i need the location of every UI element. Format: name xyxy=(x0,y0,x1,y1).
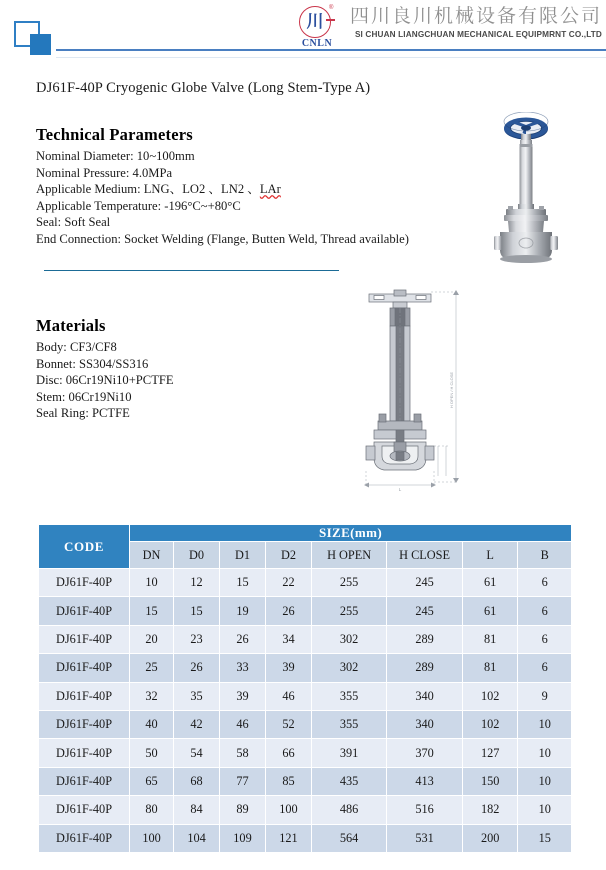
param-nominal-diameter: Nominal Diameter: 10~100mm xyxy=(36,149,195,163)
cell-h-close: 340 xyxy=(387,711,462,738)
cell-dn: 32 xyxy=(130,683,173,710)
company-name-block xyxy=(282,4,602,41)
cell-l: 200 xyxy=(463,825,518,852)
cell-d1: 15 xyxy=(220,569,265,596)
technical-parameters-section xyxy=(36,125,486,248)
cell-d2: 26 xyxy=(266,597,311,624)
cell-h-open: 255 xyxy=(312,597,386,624)
cell-d0: 23 xyxy=(174,626,219,653)
table-header-d2: D2 xyxy=(266,542,311,568)
cell-b: 10 xyxy=(518,711,571,738)
cell-dn: 100 xyxy=(130,825,173,852)
cell-h-close: 245 xyxy=(387,569,462,596)
param-applicable-temperature: Applicable Temperature: -196°C~+80°C xyxy=(36,198,241,213)
cell-d0: 54 xyxy=(174,739,219,766)
table-header-row-main xyxy=(39,525,571,541)
cell-h-open: 302 xyxy=(312,654,386,681)
cell-d1: 46 xyxy=(220,711,265,738)
header-divider-line xyxy=(56,49,606,51)
cell-l: 102 xyxy=(463,711,518,738)
cell-d0: 68 xyxy=(174,768,219,795)
param-medium-lar: LAr xyxy=(259,182,281,197)
cell-h-open: 486 xyxy=(312,796,386,823)
table-header-l: L xyxy=(463,542,518,568)
cell-h-open: 255 xyxy=(312,569,386,596)
page-title: DJ61F-40P Cryogenic Globe Valve (Long Stem-Type A) xyxy=(36,80,371,96)
cell-b: 6 xyxy=(518,597,571,624)
cell-b: 15 xyxy=(518,825,571,852)
cad-handle xyxy=(369,290,431,308)
cell-d0: 15 xyxy=(174,597,219,624)
table-header xyxy=(39,525,571,568)
cell-dn: 80 xyxy=(130,796,173,823)
technical-parameters-heading: Technical Parameters xyxy=(36,125,193,144)
cell-d0: 35 xyxy=(174,683,219,710)
param-nominal-pressure: Nominal Pressure: 4.0MPa xyxy=(36,165,173,180)
cell-h-close: 531 xyxy=(387,825,462,852)
table-row xyxy=(39,569,571,596)
table-header-d0: D0 xyxy=(174,542,219,568)
cell-d1: 39 xyxy=(220,683,265,710)
table-header-b: B xyxy=(518,542,571,568)
cell-d0: 84 xyxy=(174,796,219,823)
cell-d2: 52 xyxy=(266,711,311,738)
cell-dn: 65 xyxy=(130,768,173,795)
table-row xyxy=(39,597,571,624)
material-seal-ring: Seal Ring: PCTFE xyxy=(36,406,130,421)
table-row xyxy=(39,768,571,795)
cell-d1: 77 xyxy=(220,768,265,795)
table-header-h-open: H OPEN xyxy=(312,542,386,568)
cell-code: DJ61F-40P xyxy=(39,654,129,681)
cell-l: 150 xyxy=(463,768,518,795)
table-header-d1: D1 xyxy=(220,542,265,568)
table-header-h-close: H CLOSE xyxy=(387,542,462,568)
material-body: Body: CF3/CF8 xyxy=(36,340,117,354)
table-row xyxy=(39,739,571,766)
cell-dn: 15 xyxy=(130,597,173,624)
cell-d1: 58 xyxy=(220,739,265,766)
cell-d2: 85 xyxy=(266,768,311,795)
valve-long-stem xyxy=(520,144,533,206)
material-disc: Disc: 06Cr19Ni10+PCTFE xyxy=(36,373,174,388)
cell-d1: 109 xyxy=(220,825,265,852)
emblem-glyph: 川 xyxy=(306,12,324,32)
param-seal: Seal: Soft Seal xyxy=(36,215,111,230)
cell-h-close: 245 xyxy=(387,597,462,624)
cell-h-open: 391 xyxy=(312,739,386,766)
cell-l: 61 xyxy=(463,597,518,624)
cell-b: 6 xyxy=(518,654,571,681)
cell-code: DJ61F-40P xyxy=(39,597,129,624)
cell-code: DJ61F-40P xyxy=(39,796,129,823)
cell-d2: 22 xyxy=(266,569,311,596)
table-body xyxy=(39,569,571,852)
valve-product-photo xyxy=(486,112,566,264)
cell-h-close: 413 xyxy=(387,768,462,795)
cell-code: DJ61F-40P xyxy=(39,739,129,766)
registered-trademark-icon: ® xyxy=(329,5,334,11)
cell-b: 10 xyxy=(518,796,571,823)
cell-d2: 66 xyxy=(266,739,311,766)
table-row xyxy=(39,626,571,653)
cell-code: DJ61F-40P xyxy=(39,768,129,795)
specification-table xyxy=(38,524,572,853)
cell-d0: 12 xyxy=(174,569,219,596)
material-stem: Stem: 06Cr19Ni10 xyxy=(36,389,132,404)
cell-d2: 121 xyxy=(266,825,311,852)
table-header-size: SIZE(mm) xyxy=(130,525,571,541)
cell-d2: 34 xyxy=(266,626,311,653)
table-row xyxy=(39,711,571,738)
cell-d2: 46 xyxy=(266,683,311,710)
cell-h-open: 435 xyxy=(312,768,386,795)
cell-d2: 100 xyxy=(266,796,311,823)
cell-b: 10 xyxy=(518,768,571,795)
cell-dn: 50 xyxy=(130,739,173,766)
materials-section xyxy=(36,316,336,422)
cad-horizontal-dimension-label: L xyxy=(398,487,402,492)
cell-h-close: 289 xyxy=(387,654,462,681)
table-row xyxy=(39,683,571,710)
table-header-code: CODE xyxy=(39,525,129,568)
cell-h-open: 355 xyxy=(312,711,386,738)
cell-code: DJ61F-40P xyxy=(39,711,129,738)
cell-code: DJ61F-40P xyxy=(39,569,129,596)
cell-d1: 33 xyxy=(220,654,265,681)
cell-d0: 104 xyxy=(174,825,219,852)
square-filled-icon xyxy=(30,34,51,55)
cell-l: 61 xyxy=(463,569,518,596)
cad-valve-body xyxy=(366,442,434,470)
cell-b: 6 xyxy=(518,569,571,596)
cell-l: 81 xyxy=(463,626,518,653)
param-applicable-medium-text: Applicable Medium: LNG、LO2 、LN2 、 xyxy=(36,182,260,197)
company-name-english: SI CHUAN LIANGCHUAN MECHANICAL EQUIPMRNT CO.,LTD xyxy=(354,30,602,39)
cad-long-stem xyxy=(390,308,410,436)
cell-dn: 25 xyxy=(130,654,173,681)
materials-heading: Materials xyxy=(36,316,106,335)
cell-code: DJ61F-40P xyxy=(39,626,129,653)
param-end-connection: End Connection: Socket Welding (Flange, Butten Weld, Thread available) xyxy=(36,231,409,246)
emblem-brand-text: CNLN xyxy=(301,38,333,49)
cell-d1: 89 xyxy=(220,796,265,823)
cell-l: 127 xyxy=(463,739,518,766)
material-bonnet: Bonnet: SS304/SS316 xyxy=(36,356,149,371)
cell-l: 102 xyxy=(463,683,518,710)
cell-h-open: 355 xyxy=(312,683,386,710)
valve-cad-drawing xyxy=(352,286,468,492)
cell-dn: 10 xyxy=(130,569,173,596)
table-header-dn: DN xyxy=(130,542,173,568)
page-header xyxy=(0,0,606,62)
param-applicable-medium xyxy=(36,181,486,198)
cell-h-close: 370 xyxy=(387,739,462,766)
cell-dn: 40 xyxy=(130,711,173,738)
cell-code: DJ61F-40P xyxy=(39,683,129,710)
cell-d0: 26 xyxy=(174,654,219,681)
cell-h-open: 302 xyxy=(312,626,386,653)
cell-h-close: 340 xyxy=(387,683,462,710)
cell-l: 182 xyxy=(463,796,518,823)
section-divider-line xyxy=(44,270,339,271)
table-row xyxy=(39,654,571,681)
table-row xyxy=(39,796,571,823)
cell-d1: 26 xyxy=(220,626,265,653)
cell-d1: 19 xyxy=(220,597,265,624)
table-row xyxy=(39,825,571,852)
header-divider-line-secondary xyxy=(56,57,606,58)
cell-h-close: 289 xyxy=(387,626,462,653)
cell-d2: 39 xyxy=(266,654,311,681)
cell-d0: 42 xyxy=(174,711,219,738)
cell-h-close: 516 xyxy=(387,796,462,823)
valve-body xyxy=(494,221,558,263)
cell-code: DJ61F-40P xyxy=(39,825,129,852)
cell-b: 6 xyxy=(518,626,571,653)
cad-vertical-dimension-label: H OPEN / H CLOSE xyxy=(449,371,454,409)
decorative-squares-logo xyxy=(14,21,60,52)
cell-dn: 20 xyxy=(130,626,173,653)
cell-l: 81 xyxy=(463,654,518,681)
company-name-chinese: 四川良川机械设备有限公司 xyxy=(349,5,602,27)
cell-b: 9 xyxy=(518,683,571,710)
cell-b: 10 xyxy=(518,739,571,766)
cell-h-open: 564 xyxy=(312,825,386,852)
